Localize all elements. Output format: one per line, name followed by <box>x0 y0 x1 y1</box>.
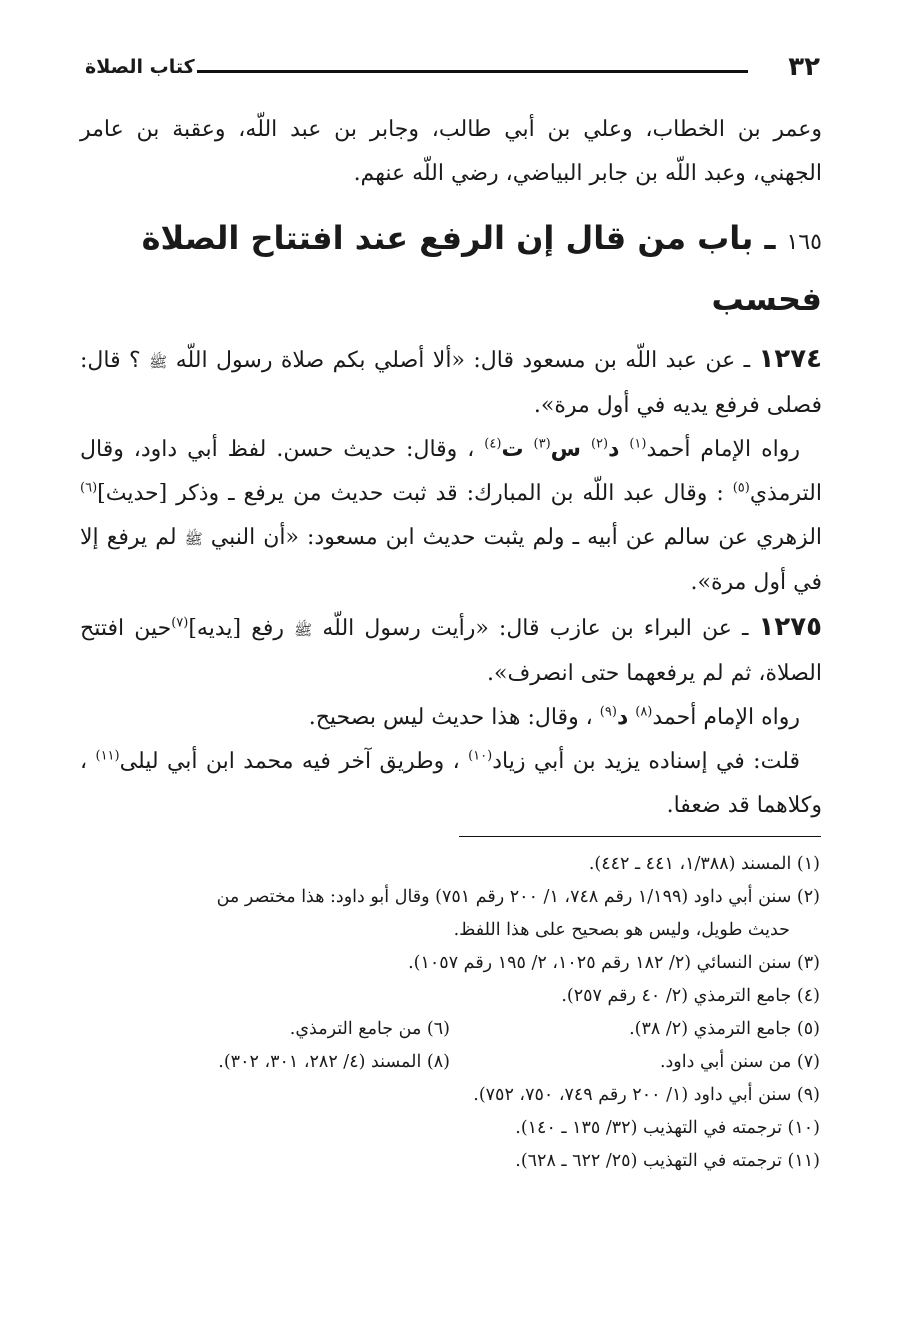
footnote-ref-2: (٢) <box>590 436 609 452</box>
chapter-heading <box>80 210 822 327</box>
comment-t1: قلت: في إسناده يزيد بن أبي زياد <box>492 749 800 774</box>
footnote-2-continued: حديث طويل، وليس هو بصحيح على هذا اللفظ. <box>453 920 790 940</box>
main-text <box>80 108 822 828</box>
abu-dawud-symbol: د <box>616 705 629 730</box>
takhrij-1275-t1: رواه الإمام أحمد <box>652 705 800 730</box>
header-rule <box>197 70 748 73</box>
comment-t3: ، وكلاهما قد ضعفا. <box>80 749 822 818</box>
hadith-1274 <box>80 337 822 428</box>
hadith-1275-text-b: رفع [يديه] <box>188 616 285 641</box>
footnote-ref-9: (٩) <box>599 704 617 720</box>
takhrij-1274-t4: الزهري عن سالم عن أبيه ـ ولم يثبت حديث ابن مسعود: «أن النبي <box>210 525 823 550</box>
intro-paragraph <box>80 108 822 196</box>
footnote-ref-1: (١) <box>629 436 647 452</box>
hadith-1275 <box>80 605 822 696</box>
comment-t2: ، وطريق آخر فيه محمد ابن أبي ليلى <box>119 749 460 774</box>
footnote-10: (١٠) ترجمته في التهذيب (٣٢/ ١٣٥ ـ ١٤٠). <box>515 1118 820 1138</box>
takhrij-1274-t1: رواه الإمام أحمد <box>646 437 801 462</box>
footnotes <box>80 848 820 1178</box>
hadith-1274-text-a: ـ عن عبد اللّه بن مسعود قال: «ألا أصلي بكم صلاة رسول اللّه <box>175 348 751 373</box>
footnote-11: (١١) ترجمته في التهذيب (٢٥/ ٦٢٢ ـ ٦٢٨). <box>515 1151 820 1171</box>
footnote-6: (٦) من جامع الترمذي. <box>289 1019 450 1039</box>
footnote-ref-6: (٦) <box>80 480 98 496</box>
hadith-number-1274: ١٢٧٤ <box>758 344 823 374</box>
footnote-ref-3: (٣) <box>533 436 551 452</box>
takhrij-1274 <box>80 428 822 605</box>
footnote-5: (٥) جامع الترمذي (٢/ ٣٨). <box>629 1019 820 1039</box>
takhrij-1274-t3: : وقال عبد اللّه بن المبارك: قد ثبت حديث من يرفع ـ وذكر [حديث] <box>97 481 724 506</box>
footnote-ref-7: (٧) <box>171 615 189 631</box>
footnote-ref-11: (١١) <box>95 748 120 764</box>
footnote-8: (٨) المسند (٤/ ٢٨٢، ٣٠١، ٣٠٢). <box>218 1052 450 1072</box>
takhrij-1275 <box>80 696 822 740</box>
nasai-symbol: س <box>550 437 581 462</box>
chapter-number: ١٦٥ <box>786 230 822 255</box>
takhrij-1274-t5: لم يرفع إلا في أول مرة». <box>80 525 822 595</box>
book-title: كتاب الصلاة <box>85 56 195 78</box>
intro-line-1: وعمر بن الخطاب، وعلي بن أبي طالب، وجابر بن عبد اللّه، وعقبة بن عامر <box>80 117 822 142</box>
footnote-ref-8: (٨) <box>635 704 653 720</box>
tirmidhi-symbol: ت <box>501 437 524 462</box>
intro-line-2: الجهني، وعبد اللّه بن جابر البياضي، رضي اللّه عنهم. <box>353 161 822 186</box>
author-comment <box>80 740 822 828</box>
footnote-3: (٣) سنن النسائي (٢/ ١٨٢ رقم ١٠٢٥، ٢/ ١٩٥ رقم ١٠٥٧). <box>408 953 820 973</box>
hadith-1274-text-b: ؟ قال: فصلى فرفع يديه في أول مرة». <box>80 348 822 418</box>
footnote-4: (٤) جامع الترمذي (٢/ ٤٠ رقم ٢٥٧). <box>561 986 820 1006</box>
hadith-1275-text-a: ـ عن البراء بن عازب قال: «رأيت رسول اللّه <box>322 616 749 641</box>
footnote-rule <box>459 836 821 837</box>
page-number: ٣٢ <box>788 52 820 82</box>
salutation-glyph: ﷺ <box>294 621 313 639</box>
footnote-ref-10: (١٠) <box>468 748 493 764</box>
abu-dawud-symbol: د <box>608 437 620 462</box>
footnote-row-5-6 <box>80 1013 820 1046</box>
footnote-2: (٢) سنن أبي داود (١/١٩٩ رقم ٧٤٨، ١/ ٢٠٠ رقم ٧٥١) وقال أبو داود: هذا مختصر من <box>216 887 820 907</box>
hadith-1275-text-c: حين افتتح الصلاة، ثم لم يرفعهما حتى انصرف». <box>80 616 822 686</box>
takhrij-1274-t2: ، وقال: حديث حسن. لفظ أبي داود، وقال الترمذي <box>80 437 822 506</box>
running-header <box>85 52 820 86</box>
takhrij-1275-t2: ، وقال: هذا حديث ليس بصحيح. <box>308 705 593 730</box>
footnote-ref-4: (٤) <box>484 436 502 452</box>
footnote-ref-5: (٥) <box>732 480 750 496</box>
hadith-number-1275: ١٢٧٥ <box>758 612 822 642</box>
footnote-9: (٩) سنن أبي داود (١/ ٢٠٠ رقم ٧٤٩، ٧٥٠، ٧٥٢). <box>473 1085 820 1105</box>
footnote-row-7-8 <box>80 1046 820 1079</box>
footnote-1: (١) المسند (١/٣٨٨، ٤٤١ ـ ٤٤٢). <box>588 854 820 874</box>
chapter-title: ـ باب من قال إن الرفع عند افتتاح الصلاة فحسب <box>141 219 822 318</box>
salutation-glyph: ﷺ <box>149 353 168 371</box>
salutation-glyph: ﷺ <box>184 530 203 548</box>
footnote-7: (٧) من سنن أبي داود. <box>659 1052 820 1072</box>
